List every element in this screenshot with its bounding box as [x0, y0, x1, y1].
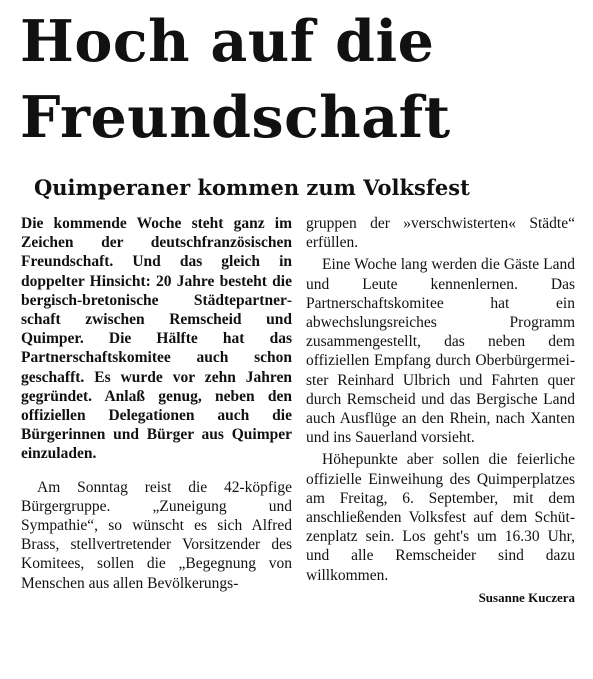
body-paragraph-2: Eine Woche lang werden die Gäste Land und Leute kennenlernen. Das Partnerschaftskomitee hat ein abwechslungsreiches Programm zusammengestellt, das neben dem offiziellen Empfang durch Oberbürgermeister Reinhard Ulbrich und Fahrten quer durch Remscheid und das Bergische Land auch Ausflüge an den Rhein, nach Xanten und ins Sauerland vorsieht. [306, 256, 575, 447]
subheadline: Quimperaner kommen zum Volksfest [34, 175, 470, 200]
article-column-right [306, 214, 575, 607]
body-paragraph-1-part-1: Am Sonntag reist die 42-köpfige Bürgergruppe. „Zuneigung und Sympathie“, so wünscht es sich Alfred Brass, stellvertretender Vorsitzender des Komitees, sollen die „Begegnung von Menschen aus allen Bevölkerungs- [21, 478, 292, 592]
headline-line-2: Freundschaft [20, 84, 451, 151]
body-paragraph-1-part-2: gruppen der »verschwisterten« Städte“ erfüllen. [306, 215, 575, 252]
article-column-left [21, 214, 292, 593]
headline-line-1: Hoch auf die [20, 8, 435, 75]
lead-paragraph: Die kommende Woche steht ganz im Zeichen der deutschfranzösischen Freundschaft. Und das gleich in doppelter Hinsicht: 20 Jahre besteht die bergisch-bretonische Städtepartnerschaft zwischen Remscheid und Quimper. Die Hälfte hat das Partnerschaftskomitee auch schon geschafft. Es wurde vor zehn Jahren gegründet. Anlaß genug, neben den offiziellen Delegationen auch die Bürgerinnen und Bürger aus Quimper einzuladen. [21, 215, 292, 463]
headline [20, 4, 580, 156]
author-byline: Susanne Kuczera [478, 589, 575, 605]
body-paragraph-3: Höhepunkte aber sollen die feierliche offizielle Einweihung des Quimperplatzes am Freitag, 6. September, mit dem anschließenden Volksfest auf dem Schützenplatz sein. Los geht's um 16.30 Uhr, und alle Remscheider sind dazu willkommen. [306, 451, 575, 584]
